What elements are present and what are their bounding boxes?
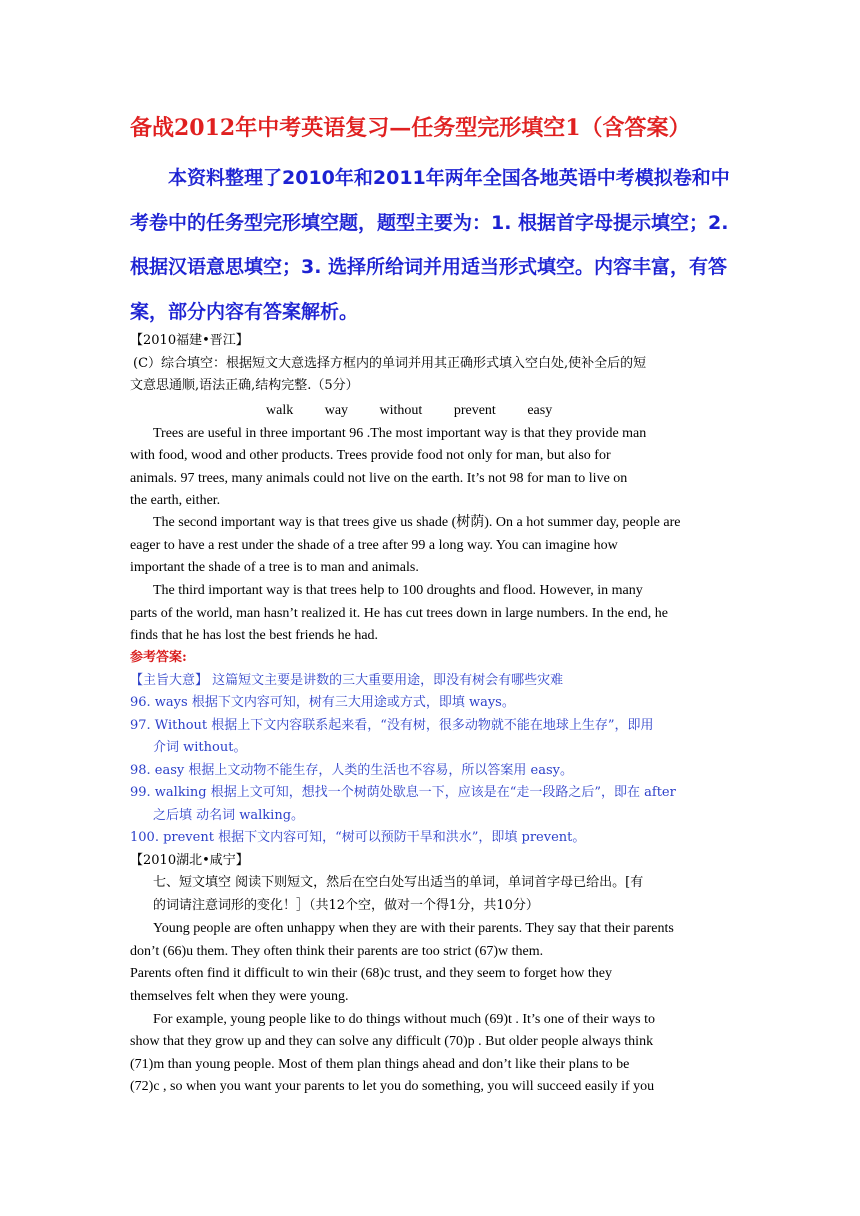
passage-line: eager to have a rest under the shade of a tree after 99 a long way. You can imagine how (130, 538, 618, 553)
passage-line: Trees are useful in three important 96 .The most important way is that they provide man (153, 426, 647, 441)
word-bank-item: prevent (453, 403, 496, 418)
section-instruction: 七、短文填空 阅读下则短文，然后在空白处写出适当的单词，单词首字母已给出。[有 (153, 875, 644, 890)
word-bank-item: walk (266, 403, 294, 418)
passage-line: For example, young people like to do things without much (69)t . It’s one of their ways to (153, 1012, 655, 1027)
answer-line: 100. prevent 根据下文内容可知，“树可以预防干旱和洪水”，即填 prevent。 (130, 830, 586, 845)
section-instruction: 文意思通顺,语法正确,结构完整.（5分） (130, 378, 359, 393)
page-title: 备战2012年中考英语复习—任务型完形填空1（含答案） (130, 115, 691, 141)
section-instruction: 的词请注意词形的变化！］（共12个空，做对一个得1分，共10分） (153, 898, 539, 913)
section-source: 【2010湖北•咸宁】 (130, 853, 249, 868)
passage-line: with food, wood and other products. Trees provide food not only for man, but also for (130, 448, 611, 463)
answer-line: 【主旨大意】 这篇短文主要是讲数的三大重要用途，即没有树会有哪些灾难 (130, 673, 564, 688)
passage-line: animals. 97 trees, many animals could not live on the earth. It’s not 98 for man to live on (130, 471, 628, 486)
answer-line: 99. walking 根据上文可知，想找一个树荫处歇息一下，应该是在“走一段路之后”，即在 after (130, 785, 676, 800)
passage-line: Young people are often unhappy when they are with their parents. They say that their parents (153, 921, 674, 936)
passage-line: themselves felt when they were young. (130, 989, 349, 1004)
passage-line: finds that he has lost the best friends he had. (130, 628, 379, 643)
word-bank-item: without (379, 403, 423, 418)
passage-line: parts of the world, man hasn’t realized it. He has cut trees down in large numbers. In the end, he (130, 606, 668, 621)
section-source: 【2010福建•晋江】 (130, 333, 249, 348)
answer-line: 之后填 动名词 walking。 (153, 808, 305, 823)
answer-line: 96. ways 根据下文内容可知，树有三大用途或方式，即填 ways。 (130, 695, 515, 710)
passage-line: show that they grow up and they can solve any difficult (70)p . But older people always think (130, 1034, 654, 1049)
answer-line: 98. easy 根据上文动物不能生存，人类的生活也不容易，所以答案用 easy。 (130, 763, 573, 778)
intro-paragraph: 本资料整理了2010年和2011年两年全国各地英语中考模拟卷和中考卷中的任务型完形填空题，题型主要为：1. 根据首字母提示填空；2. 根据汉语意思填空；3. 选择所给词并用适当形式填空。内容丰富，有答案，部分内容有答案解析。 (130, 167, 730, 323)
passage-line: the earth, either. (130, 493, 221, 508)
word-bank-item: way (324, 403, 349, 418)
answer-line: 介词 without。 (153, 740, 247, 755)
passage-line: (71)m than young people. Most of them plan things ahead and don’t like their plans to be (130, 1057, 630, 1072)
answers-heading: 参考答案: (130, 650, 187, 665)
section-instruction: (C）综合填空：根据短文大意选择方框内的单词并用其正确形式填入空白处,使补全后的短 (133, 356, 647, 371)
passage-line: don’t (66)u them. They often think their parents are too strict (67)w them. (130, 944, 544, 959)
passage-line: The third important way is that trees help to 100 droughts and flood. However, in many (153, 583, 643, 598)
passage-line: Parents often find it difficult to win their (68)c trust, and they seem to forget how they (130, 966, 612, 981)
passage-line: The second important way is that trees give us shade (树荫). On a hot summer day, people are (153, 515, 681, 530)
passage-line: (72)c , so when you want your parents to let you do something, you will succeed easily if you (130, 1079, 655, 1094)
word-bank (266, 402, 580, 420)
word-bank-item: easy (527, 403, 553, 418)
passage-line: important the shade of a tree is to man and animals. (130, 560, 419, 575)
answer-line: 97. Without 根据上下文内容联系起来看，“没有树，很多动物就不能在地球上生存”，即用 (130, 718, 654, 733)
